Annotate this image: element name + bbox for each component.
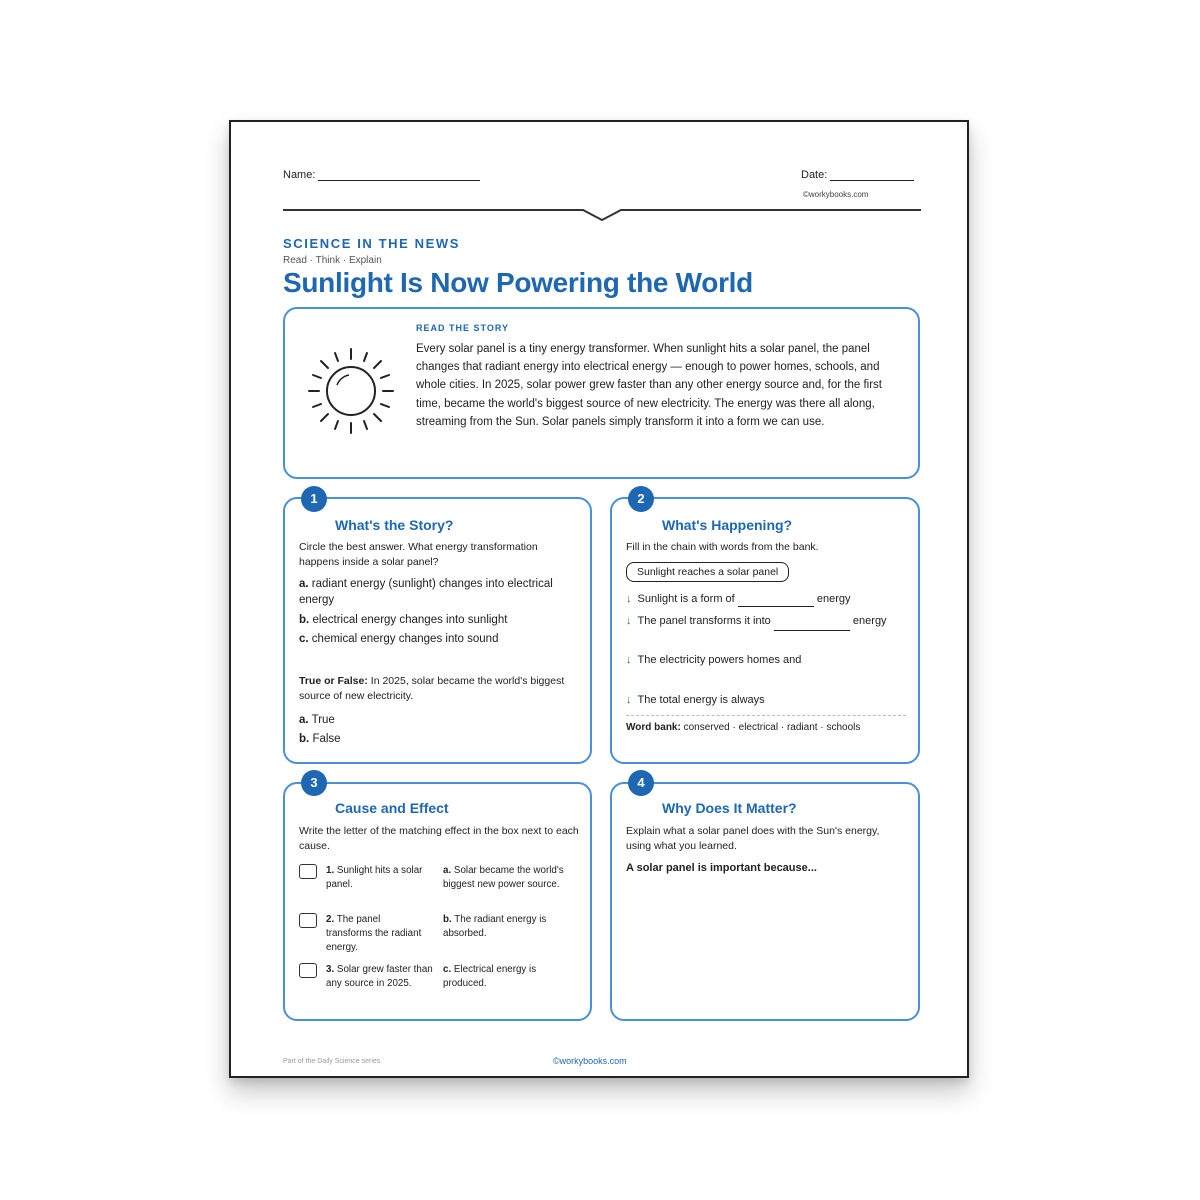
option-text: True — [311, 714, 335, 726]
q3-title: Cause and Effect — [335, 800, 449, 816]
option-text: electrical energy changes into sunlight — [312, 614, 508, 626]
name-label: Name: — [283, 169, 316, 181]
option-letter: a. — [299, 714, 309, 726]
step-text: The total energy is always — [637, 694, 765, 706]
tf-option-b[interactable] — [299, 731, 341, 747]
effect-text: The radiant energy is absorbed. — [443, 914, 547, 939]
date-field[interactable] — [801, 168, 914, 181]
tf-option-a[interactable] — [299, 712, 335, 728]
step-text-end: energy — [816, 593, 851, 605]
word-bank-words: conserved · electrical · radiant · schools — [683, 722, 861, 733]
cause-2 — [326, 913, 424, 955]
cause-1 — [326, 864, 424, 892]
effect-b — [443, 913, 575, 941]
answer-box-2[interactable] — [299, 913, 317, 928]
q1-option-a[interactable] — [299, 576, 571, 608]
tf-text: In 2025, solar became the world's biggest source of new electricity. — [299, 675, 565, 702]
story-label: READ THE STORY — [416, 323, 510, 333]
arrow-down-icon: ↓ — [626, 593, 632, 605]
word-bank — [626, 721, 896, 735]
q4-instruction: Explain what a solar panel does with the Sun's energy, using what you learned. — [626, 825, 880, 852]
q1-option-c[interactable] — [299, 631, 571, 647]
cause-text: The panel transforms the radiant energy. — [326, 914, 422, 953]
question-3-box — [283, 782, 592, 1021]
story-text: Every solar panel is a tiny energy transformer. When sunlight hits a solar panel, the panel changes that radiant energy into electrical energy — enough to power homes, schools, and whole cities. In 2025, solar power grew faster than any other energy source and, for the first time, became the world's biggest source of new electricity. The energy was there all along, streaming from the Sun. Solar panels simply transform it into a form we can use. — [416, 343, 882, 428]
effect-a — [443, 864, 575, 892]
option-text: radiant energy (sunlight) changes into electrical energy — [299, 578, 553, 606]
question-2-box — [610, 497, 920, 764]
footer-series: Part of the Daily Science series — [283, 1058, 381, 1065]
option-letter: b. — [299, 733, 310, 745]
chain-step-1[interactable] — [626, 591, 906, 607]
cause-text: Solar grew faster than any source in 2025. — [326, 964, 433, 989]
step-text-end: energy — [852, 615, 887, 627]
answer-box-1[interactable] — [299, 864, 317, 879]
step-text: Sunlight is a form of — [637, 593, 735, 605]
cause-num: 1. — [326, 865, 335, 876]
tf-label: True or False: — [299, 675, 368, 687]
option-letter: b. — [299, 614, 310, 626]
effect-letter: b. — [443, 914, 452, 925]
name-field[interactable] — [283, 168, 480, 181]
q3-badge: 3 — [301, 770, 327, 796]
option-text: chemical energy changes into sound — [311, 633, 499, 645]
q1-badge: 1 — [301, 486, 327, 512]
q2-title: What's Happening? — [662, 517, 793, 533]
story-box — [283, 307, 920, 479]
cause-num: 2. — [326, 914, 335, 925]
date-line[interactable] — [830, 168, 914, 181]
q4-badge: 4 — [628, 770, 654, 796]
step-text: The electricity powers homes and — [637, 654, 802, 666]
question-4-box — [610, 782, 920, 1021]
chain-start — [626, 562, 789, 582]
footer-site[interactable]: ©workybooks.com — [553, 1056, 627, 1066]
q4-sentence-starter: A solar panel is important because... — [626, 862, 817, 874]
chain-step-3[interactable] — [626, 652, 906, 668]
q1-option-b[interactable] — [299, 612, 571, 628]
chain-step-4[interactable] — [626, 692, 906, 708]
q2-badge: 2 — [628, 486, 654, 512]
header-divider — [283, 204, 921, 226]
word-bank-label: Word bank: — [626, 722, 681, 733]
cause-3 — [326, 963, 434, 991]
arrow-down-icon: ↓ — [626, 615, 632, 627]
sun-icon — [305, 345, 397, 437]
arrow-down-icon: ↓ — [626, 654, 632, 666]
effect-letter: a. — [443, 865, 452, 876]
subtitle: Read · Think · Explain — [283, 255, 382, 266]
page-title: Sunlight Is Now Powering the World — [283, 267, 753, 298]
blank-line[interactable] — [774, 620, 850, 631]
chain-start-pill: Sunlight reaches a solar panel — [626, 562, 789, 582]
step-text: The panel transforms it into — [637, 615, 771, 627]
option-letter: a. — [299, 578, 309, 590]
effect-c — [443, 963, 575, 991]
cause-num: 3. — [326, 964, 335, 975]
q4-title: Why Does It Matter? — [662, 800, 797, 816]
q1-instruction: Circle the best answer. What energy transformation happens inside a solar panel? — [299, 541, 538, 568]
option-letter: c. — [299, 633, 309, 645]
q3-instruction: Write the letter of the matching effect in the box next to each cause. — [299, 825, 579, 852]
word-bank-divider — [626, 715, 906, 716]
name-line[interactable] — [318, 168, 480, 181]
site-small: ©workybooks.com — [803, 190, 869, 199]
q4-answer-area[interactable] — [626, 882, 906, 1010]
worksheet-page — [229, 120, 969, 1078]
option-text: False — [312, 733, 341, 745]
date-label: Date: — [801, 169, 828, 181]
cause-text: Sunlight hits a solar panel. — [326, 865, 423, 890]
chain-step-2[interactable] — [626, 612, 906, 631]
effect-text: Solar became the world's biggest new power source. — [443, 865, 564, 890]
q2-instruction: Fill in the chain with words from the bank. — [626, 541, 819, 553]
kicker: SCIENCE IN THE NEWS — [283, 236, 461, 251]
q1-true-false — [299, 674, 577, 704]
question-1-box — [283, 497, 592, 764]
blank-line[interactable] — [738, 596, 814, 607]
effect-letter: c. — [443, 964, 452, 975]
answer-box-3[interactable] — [299, 963, 317, 978]
arrow-down-icon: ↓ — [626, 694, 632, 706]
effect-text: Electrical energy is produced. — [443, 964, 537, 989]
q1-title: What's the Story? — [335, 517, 454, 533]
